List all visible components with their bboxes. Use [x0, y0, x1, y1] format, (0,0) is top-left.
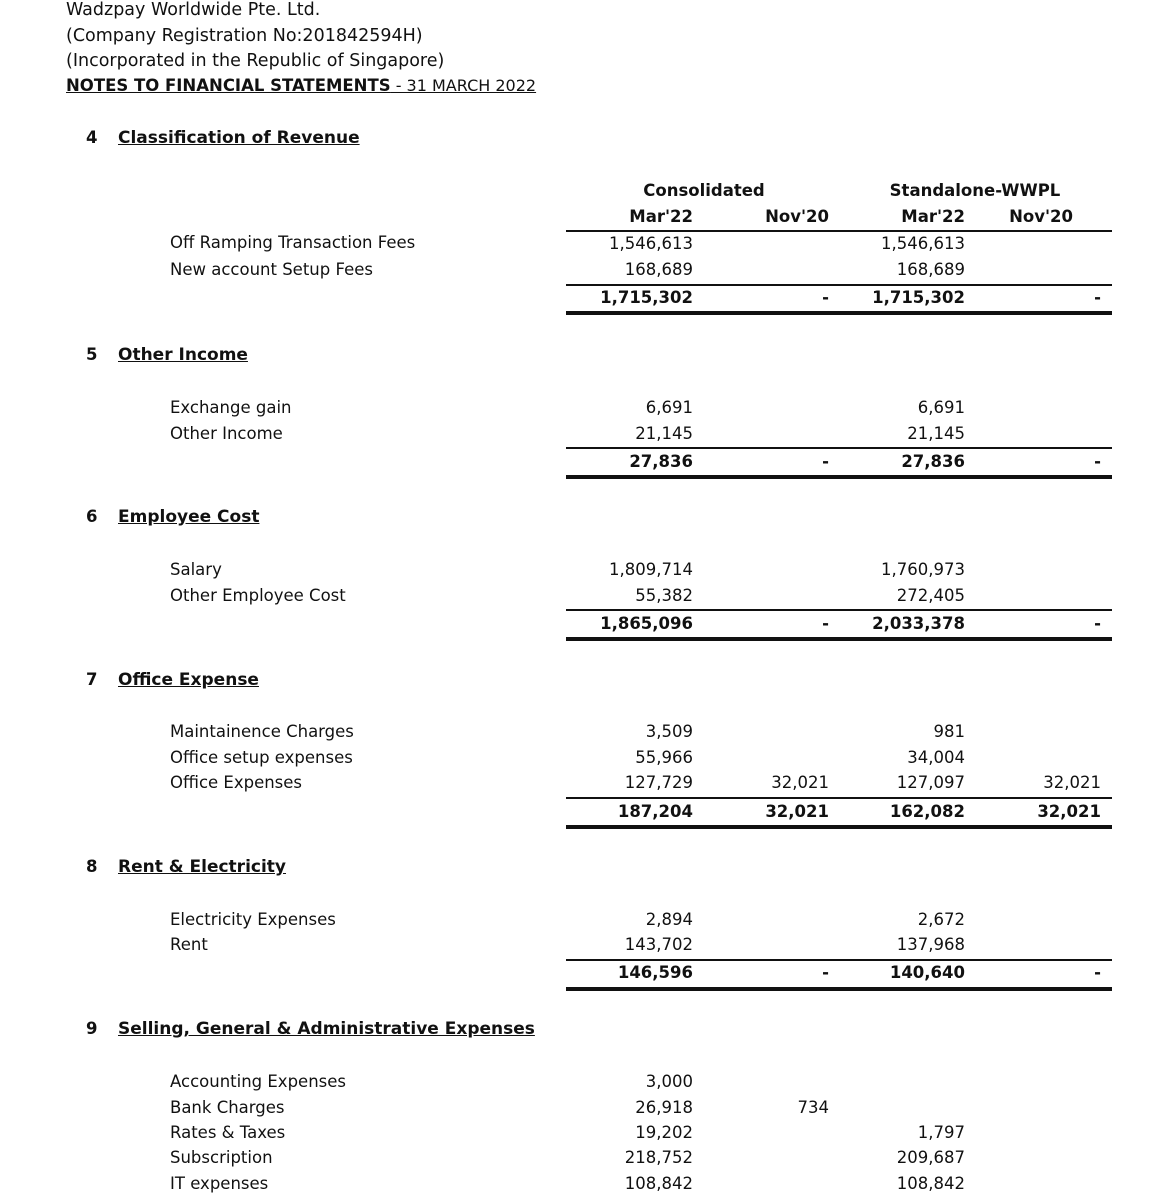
- line-item-value: 108,842: [896, 1174, 965, 1193]
- section-title: Classification of Revenue: [118, 128, 360, 148]
- total-double-rule: [566, 475, 1112, 479]
- section-number: 5: [86, 345, 98, 364]
- line-item-value: 34,004: [907, 748, 965, 767]
- column-header-standalone-nov20: Nov'20: [1009, 207, 1073, 226]
- line-item-label: Other Employee Cost: [170, 586, 346, 605]
- section-title: Selling, General & Administrative Expenses: [118, 1019, 535, 1039]
- total-value: 146,596: [617, 963, 693, 982]
- line-item-value: 127,729: [624, 773, 693, 792]
- header-rule: [566, 230, 1112, 232]
- section-number: 7: [86, 670, 98, 689]
- line-item-value: 1,760,973: [881, 560, 965, 579]
- section-title: Employee Cost: [118, 507, 260, 527]
- line-item-value: 272,405: [896, 586, 965, 605]
- total-value: 32,021: [765, 802, 829, 821]
- company-registration: (Company Registration No:201842594H): [66, 26, 423, 46]
- total-value: 140,640: [889, 963, 965, 982]
- line-item-value: 209,687: [896, 1148, 965, 1167]
- line-item-value: 3,509: [645, 722, 693, 741]
- line-item-label: Electricity Expenses: [170, 910, 336, 929]
- line-item-value: 981: [933, 722, 965, 741]
- line-item-label: Rent: [170, 935, 208, 954]
- line-item-value: 32,021: [1043, 773, 1101, 792]
- total-double-rule: [566, 987, 1112, 991]
- company-name: Wadzpay Worldwide Pte. Ltd.: [66, 0, 321, 20]
- subtotal-rule: [566, 609, 1112, 611]
- line-item-value: 218,752: [624, 1148, 693, 1167]
- section-title: Other Income: [118, 345, 248, 365]
- line-item-label: Other Income: [170, 424, 283, 443]
- section-number: 8: [86, 857, 98, 876]
- section-title: Rent & Electricity: [118, 857, 287, 877]
- line-item-value: 1,797: [917, 1123, 965, 1142]
- column-group-standalone: Standalone-WWPL: [889, 181, 1061, 200]
- total-value: -: [1094, 614, 1101, 633]
- section-title: Office Expense: [118, 670, 259, 690]
- total-value: 32,021: [1037, 802, 1101, 821]
- total-value: -: [822, 452, 829, 471]
- line-item-label: Salary: [170, 560, 222, 579]
- total-value: -: [822, 614, 829, 633]
- total-value: 1,865,096: [600, 614, 693, 633]
- line-item-value: 137,968: [896, 935, 965, 954]
- column-group-consolidated: Consolidated: [643, 181, 765, 200]
- line-item-value: 1,809,714: [609, 560, 693, 579]
- document-title-bold: NOTES TO FINANCIAL STATEMENTS: [66, 76, 391, 95]
- line-item-value: 108,842: [624, 1174, 693, 1193]
- line-item-label: Office setup expenses: [170, 748, 353, 767]
- line-item-value: 2,894: [645, 910, 693, 929]
- line-item-value: 21,145: [635, 424, 693, 443]
- total-double-rule: [566, 311, 1112, 315]
- line-item-value: 6,691: [645, 398, 693, 417]
- line-item-label: Rates & Taxes: [170, 1123, 286, 1142]
- line-item-value: 32,021: [771, 773, 829, 792]
- total-double-rule: [566, 825, 1112, 829]
- company-incorporation: (Incorporated in the Republic of Singapore): [66, 51, 445, 71]
- total-value: 187,204: [617, 802, 693, 821]
- line-item-value: 1,546,613: [881, 234, 965, 253]
- subtotal-rule: [566, 447, 1112, 449]
- line-item-value: 1,546,613: [609, 234, 693, 253]
- total-value: -: [1094, 963, 1101, 982]
- section-number: 6: [86, 507, 98, 526]
- line-item-label: Exchange gain: [170, 398, 292, 417]
- line-item-value: 26,918: [635, 1098, 693, 1117]
- total-value: -: [1094, 452, 1101, 471]
- line-item-value: 19,202: [635, 1123, 693, 1142]
- total-value: 27,836: [901, 452, 965, 471]
- line-item-value: 6,691: [917, 398, 965, 417]
- line-item-value: 21,145: [907, 424, 965, 443]
- total-value: -: [822, 288, 829, 307]
- section-number: 9: [86, 1019, 98, 1038]
- line-item-value: 168,689: [896, 260, 965, 279]
- column-header-consolidated-mar22: Mar'22: [629, 207, 693, 226]
- total-double-rule: [566, 637, 1112, 641]
- document-title: [66, 76, 536, 95]
- line-item-label: Off Ramping Transaction Fees: [170, 233, 416, 252]
- line-item-label: New account Setup Fees: [170, 260, 373, 279]
- line-item-label: Office Expenses: [170, 773, 303, 792]
- line-item-value: 55,382: [635, 586, 693, 605]
- total-value: 1,715,302: [872, 288, 965, 307]
- line-item-value: 2,672: [917, 910, 965, 929]
- total-value: 1,715,302: [600, 288, 693, 307]
- section-number: 4: [86, 128, 98, 147]
- subtotal-rule: [566, 797, 1112, 799]
- line-item-value: 168,689: [624, 260, 693, 279]
- subtotal-rule: [566, 959, 1112, 961]
- line-item-value: 55,966: [635, 748, 693, 767]
- line-item-label: Accounting Expenses: [170, 1072, 346, 1091]
- total-value: 162,082: [889, 802, 965, 821]
- total-value: 27,836: [629, 452, 693, 471]
- document-title-date: - 31 MARCH 2022: [390, 76, 537, 95]
- line-item-label: Bank Charges: [170, 1098, 285, 1117]
- line-item-value: 127,097: [896, 773, 965, 792]
- line-item-label: Subscription: [170, 1148, 273, 1167]
- line-item-label: IT expenses: [170, 1174, 269, 1193]
- total-value: -: [1094, 288, 1101, 307]
- line-item-label: Maintainence Charges: [170, 722, 354, 741]
- line-item-value: 734: [797, 1098, 829, 1117]
- line-item-value: 143,702: [624, 935, 693, 954]
- total-value: -: [822, 963, 829, 982]
- column-header-consolidated-nov20: Nov'20: [765, 207, 829, 226]
- column-header-standalone-mar22: Mar'22: [901, 207, 965, 226]
- subtotal-rule: [566, 284, 1112, 286]
- line-item-value: 3,000: [645, 1072, 693, 1091]
- total-value: 2,033,378: [872, 614, 965, 633]
